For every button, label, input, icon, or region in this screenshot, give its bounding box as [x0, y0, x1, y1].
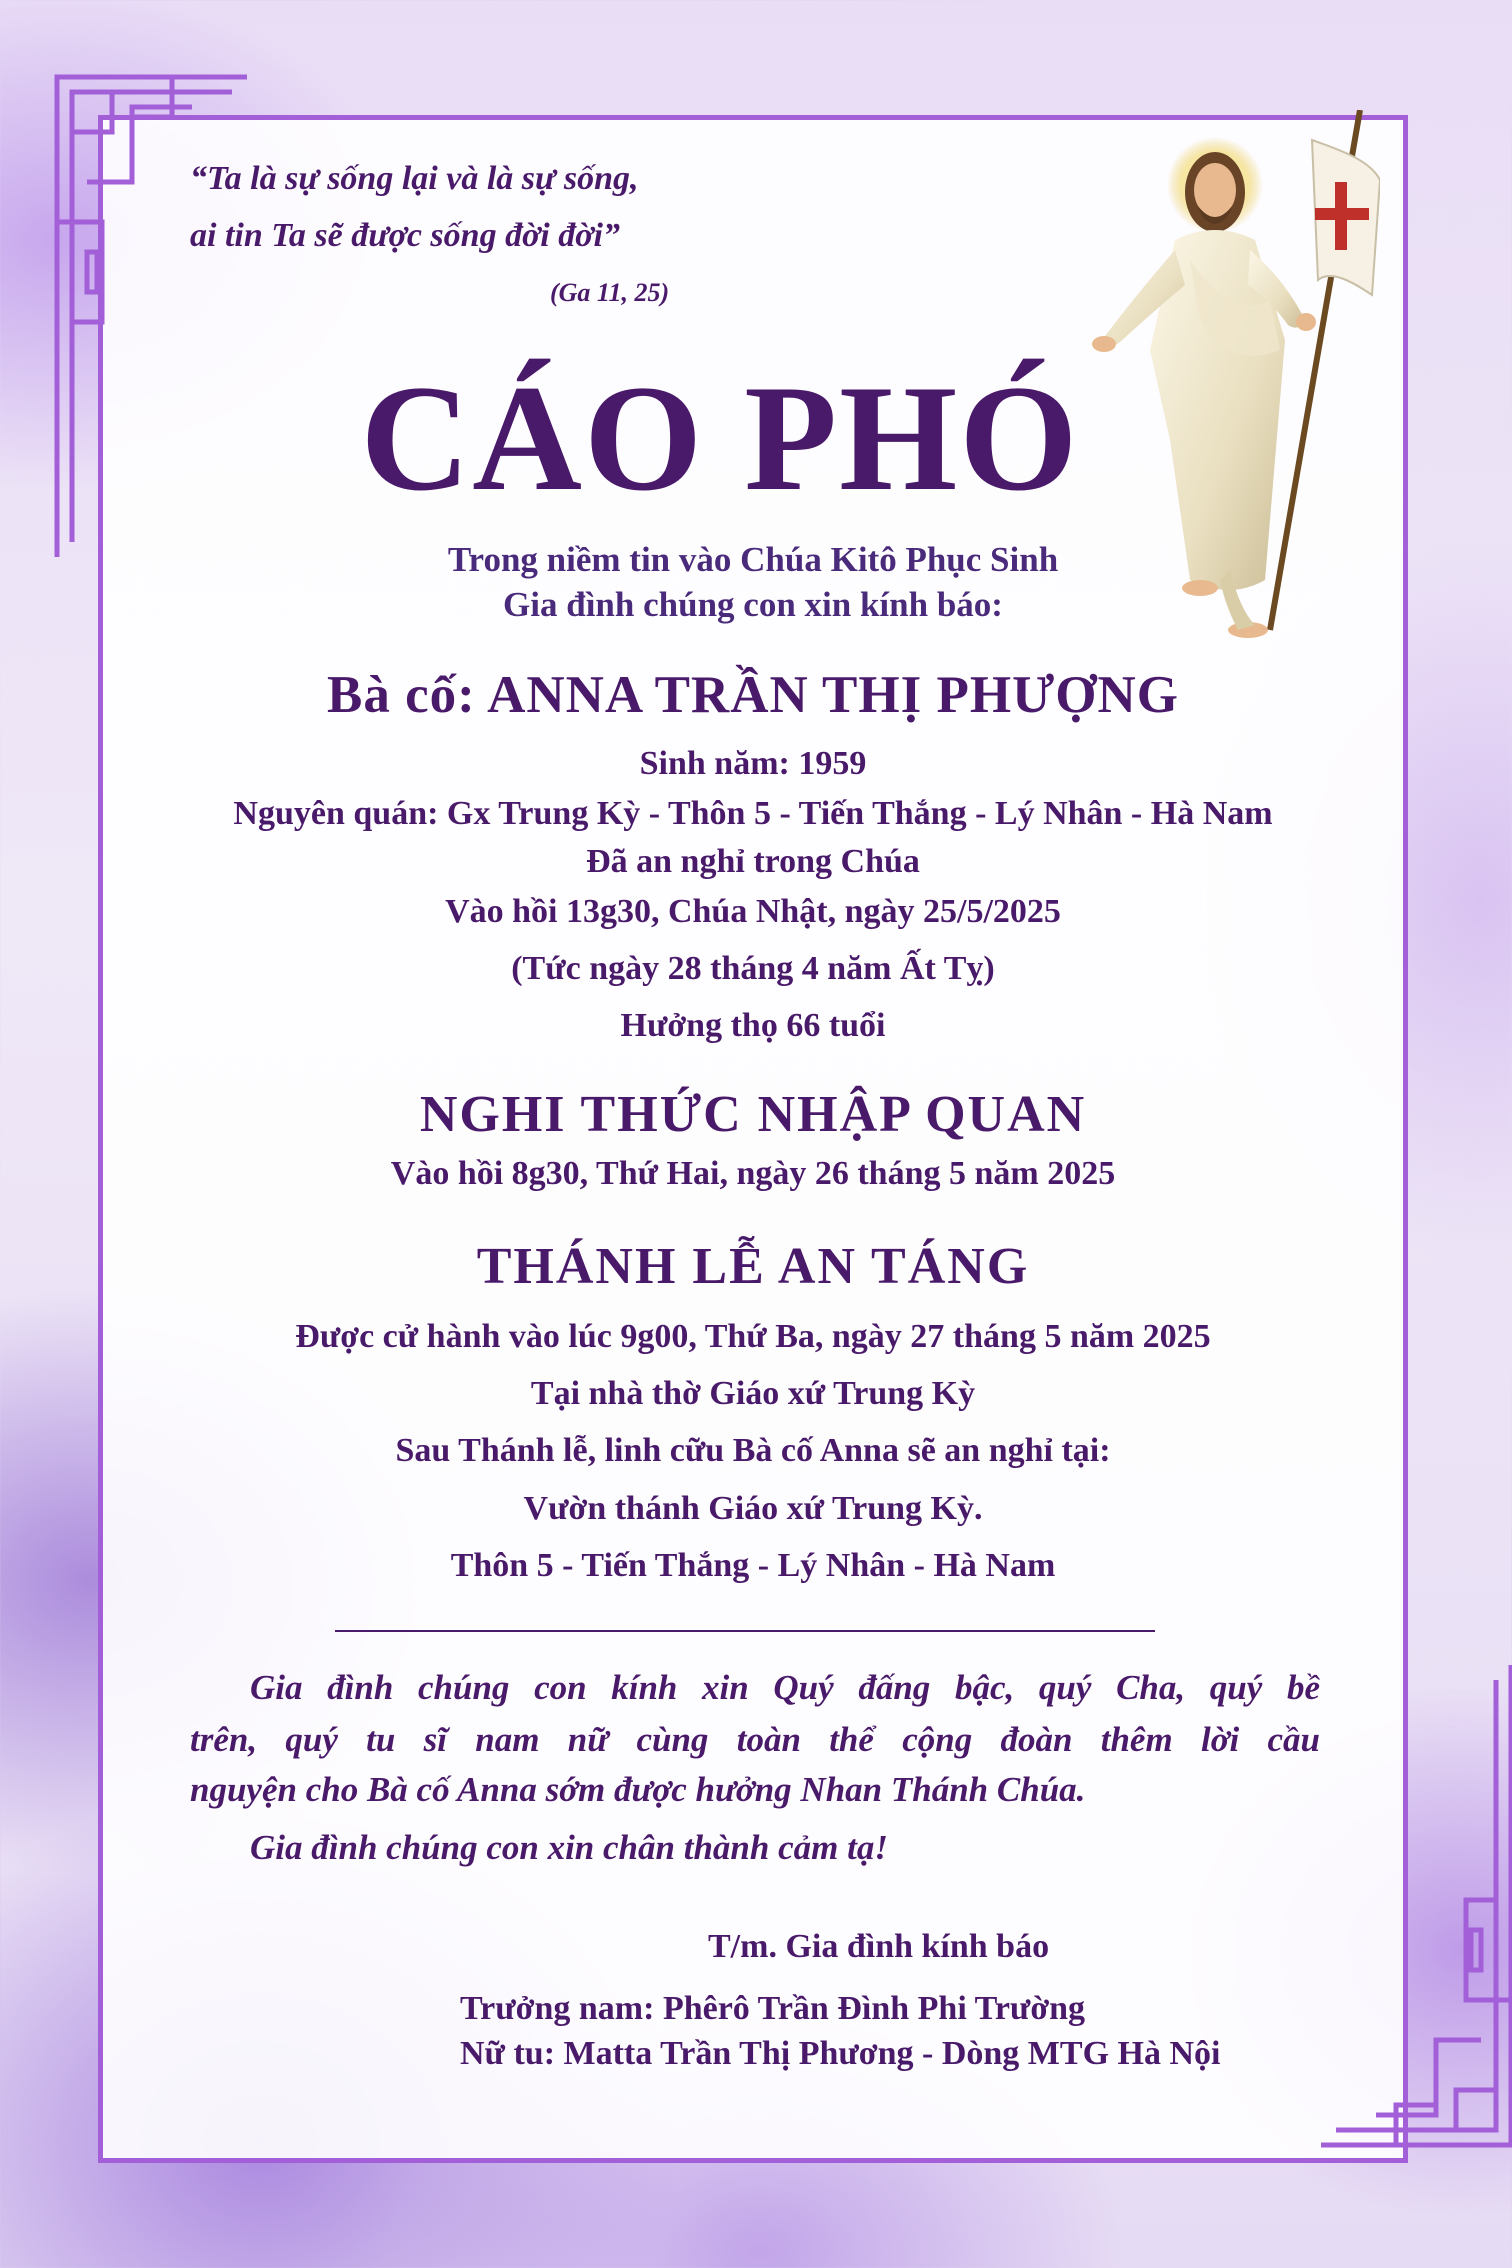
encoffining-heading: NGHI THỨC NHẬP QUAN [419, 1086, 1087, 1143]
intro-line-1: Trong niềm tin vào Chúa Kitô Phục Sinh [447, 540, 1059, 579]
funeral-mass-heading: THÁNH LỄ AN TÁNG [476, 1238, 1030, 1295]
intro-line-2: Gia đình chúng con xin kính báo: [503, 585, 1003, 624]
on-behalf-line: T/m. Gia đình kính báo [708, 1928, 1050, 1965]
encoffining-time: Vào hồi 8g30, Thứ Hai, ngày 26 tháng 5 năm 2025 [390, 1155, 1116, 1192]
prayer-line-3: nguyện cho Bà cố Anna sớm được hưởng Nhan Thánh Chúa. [190, 1770, 1086, 1809]
prayer-line-1: Gia đình chúng con kính xin Quý đấng bậc, quý Cha, quý bề [250, 1668, 1320, 1707]
rest-in-lord: Đã an nghỉ trong Chúa [586, 843, 920, 880]
death-time: Vào hồi 13g30, Chúa Nhật, ngày 25/5/2025 [445, 893, 1061, 930]
corner-ornament-top-left [52, 72, 252, 562]
eldest-son: Trưởng nam: Phêrô Trần Đình Phi Trường [460, 1990, 1086, 2027]
divider [335, 1630, 1155, 1632]
scripture-reference: (Ga 11, 25) [550, 278, 670, 307]
funeral-mass-place: Tại nhà thờ Giáo xứ Trung Kỳ [530, 1375, 976, 1412]
prayer-line-2: trên, quý tu sĩ nam nữ cùng toàn thể cộng đoàn thêm lời cầu [190, 1720, 1320, 1759]
age: Hưởng thọ 66 tuổi [620, 1007, 886, 1044]
cemetery: Vườn thánh Giáo xứ Trung Kỳ. [523, 1490, 983, 1527]
scripture-quote-line-1: “Ta là sự sống lại và là sự sống, [190, 160, 639, 197]
page-title: CÁO PHÓ [360, 354, 1080, 522]
funeral-mass-time: Được cử hành vào lúc 9g00, Thứ Ba, ngày 27 tháng 5 năm 2025 [295, 1318, 1211, 1355]
birth-year: Sinh năm: 1959 [639, 745, 867, 782]
deceased-name: Bà cố: ANNA TRẦN THỊ PHƯỢNG [327, 666, 1179, 724]
after-mass: Sau Thánh lễ, linh cữu Bà cố Anna sẽ an nghỉ tại: [395, 1432, 1111, 1469]
corner-ornament-bottom-right [1316, 1660, 1512, 2150]
religious-sister: Nữ tu: Matta Trần Thị Phương - Dòng MTG Hà Nội [460, 2035, 1221, 2072]
scripture-quote-line-2: ai tin Ta sẽ được sống đời đời” [190, 217, 620, 254]
hometown: Nguyên quán: Gx Trung Kỳ - Thôn 5 - Tiến Thắng - Lý Nhân - Hà Nam [233, 795, 1273, 832]
thanks-line: Gia đình chúng con xin chân thành cảm tạ! [250, 1828, 888, 1867]
cemetery-address: Thôn 5 - Tiến Thắng - Lý Nhân - Hà Nam [450, 1547, 1056, 1584]
lunar-date: (Tức ngày 28 tháng 4 năm Ất Tỵ) [511, 950, 995, 987]
